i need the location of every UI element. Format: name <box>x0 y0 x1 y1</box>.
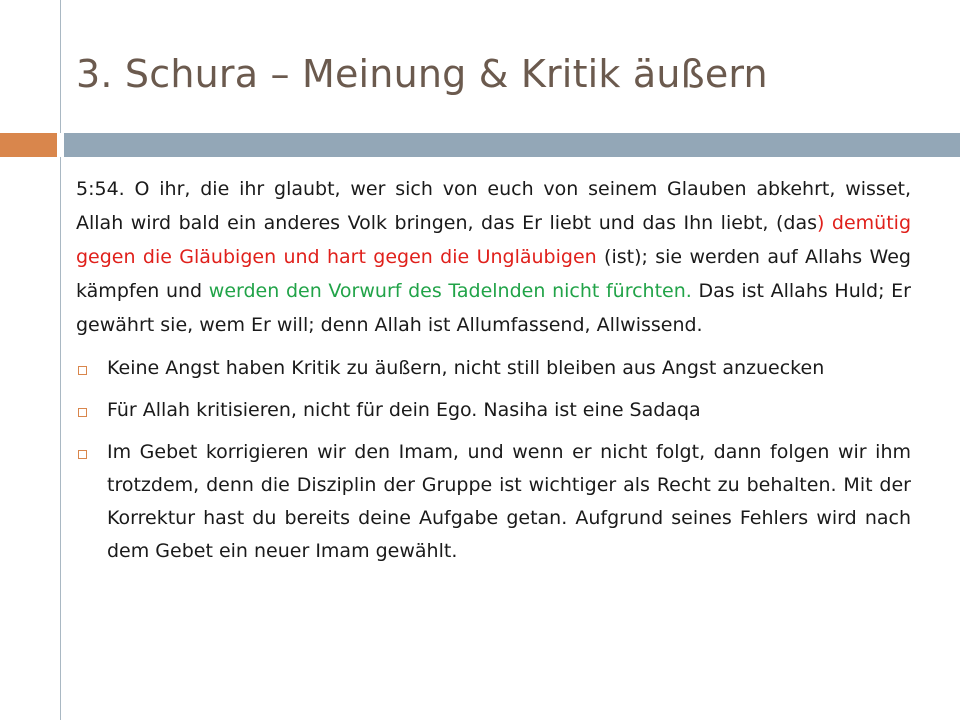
left-divider-top <box>60 0 61 133</box>
bullet-text: Keine Angst haben Kritik zu äußern, nicht still bleiben aus Angst anzuecken <box>107 357 825 379</box>
verse-text-2: (ist); sie werden auf Allahs Weg kämpfen und <box>76 246 911 302</box>
verse-text-1: 5:54. O ihr, die ihr glaubt, wer sich von euch von seinem Glauben abkehrt, wisset, Allah wird bald ein anderes Volk bringen, das Er liebt und das Ihn liebt, (das <box>76 178 911 234</box>
verse-text-3: Das ist Allahs Huld; Er gewährt sie, wem Er will; denn Allah ist Allumfassend, Allwissend. <box>76 280 911 336</box>
list-item <box>76 436 911 568</box>
hollow-square-bullet-icon <box>78 408 87 417</box>
left-divider-bottom <box>60 157 61 720</box>
hollow-square-bullet-icon <box>78 366 87 375</box>
verse-highlight-green: werden den Vorwurf des Tadelnden nicht fürchten. <box>208 280 692 302</box>
verse-highlight-red: ) demütig gegen die Gläubigen und hart gegen die Ungläubigen <box>76 212 912 268</box>
accent-bar <box>0 133 57 157</box>
list-item <box>76 352 911 385</box>
header-bar <box>64 133 960 157</box>
title-rule <box>0 133 960 157</box>
slide-body <box>76 172 911 568</box>
hollow-square-bullet-icon <box>78 450 87 459</box>
list-item <box>76 394 911 427</box>
bullet-text: Im Gebet korrigieren wir den Imam, und wenn er nicht folgt, dann folgen wir ihm trotzdem, denn die Disziplin der Gruppe ist wichtiger als Recht zu behalten. Mit der Korrektur hast du bereits deine Aufgabe getan. Aufgrund seines Fehlers wird nach dem Gebet ein neuer Imam gewählt. <box>107 441 911 562</box>
slide-title: 3. Schura – Meinung & Kritik äußern <box>76 52 768 96</box>
bullet-text: Für Allah kritisieren, nicht für dein Ego. Nasiha ist eine Sadaqa <box>107 399 701 421</box>
quran-verse <box>76 172 911 342</box>
bullet-list <box>76 352 911 568</box>
